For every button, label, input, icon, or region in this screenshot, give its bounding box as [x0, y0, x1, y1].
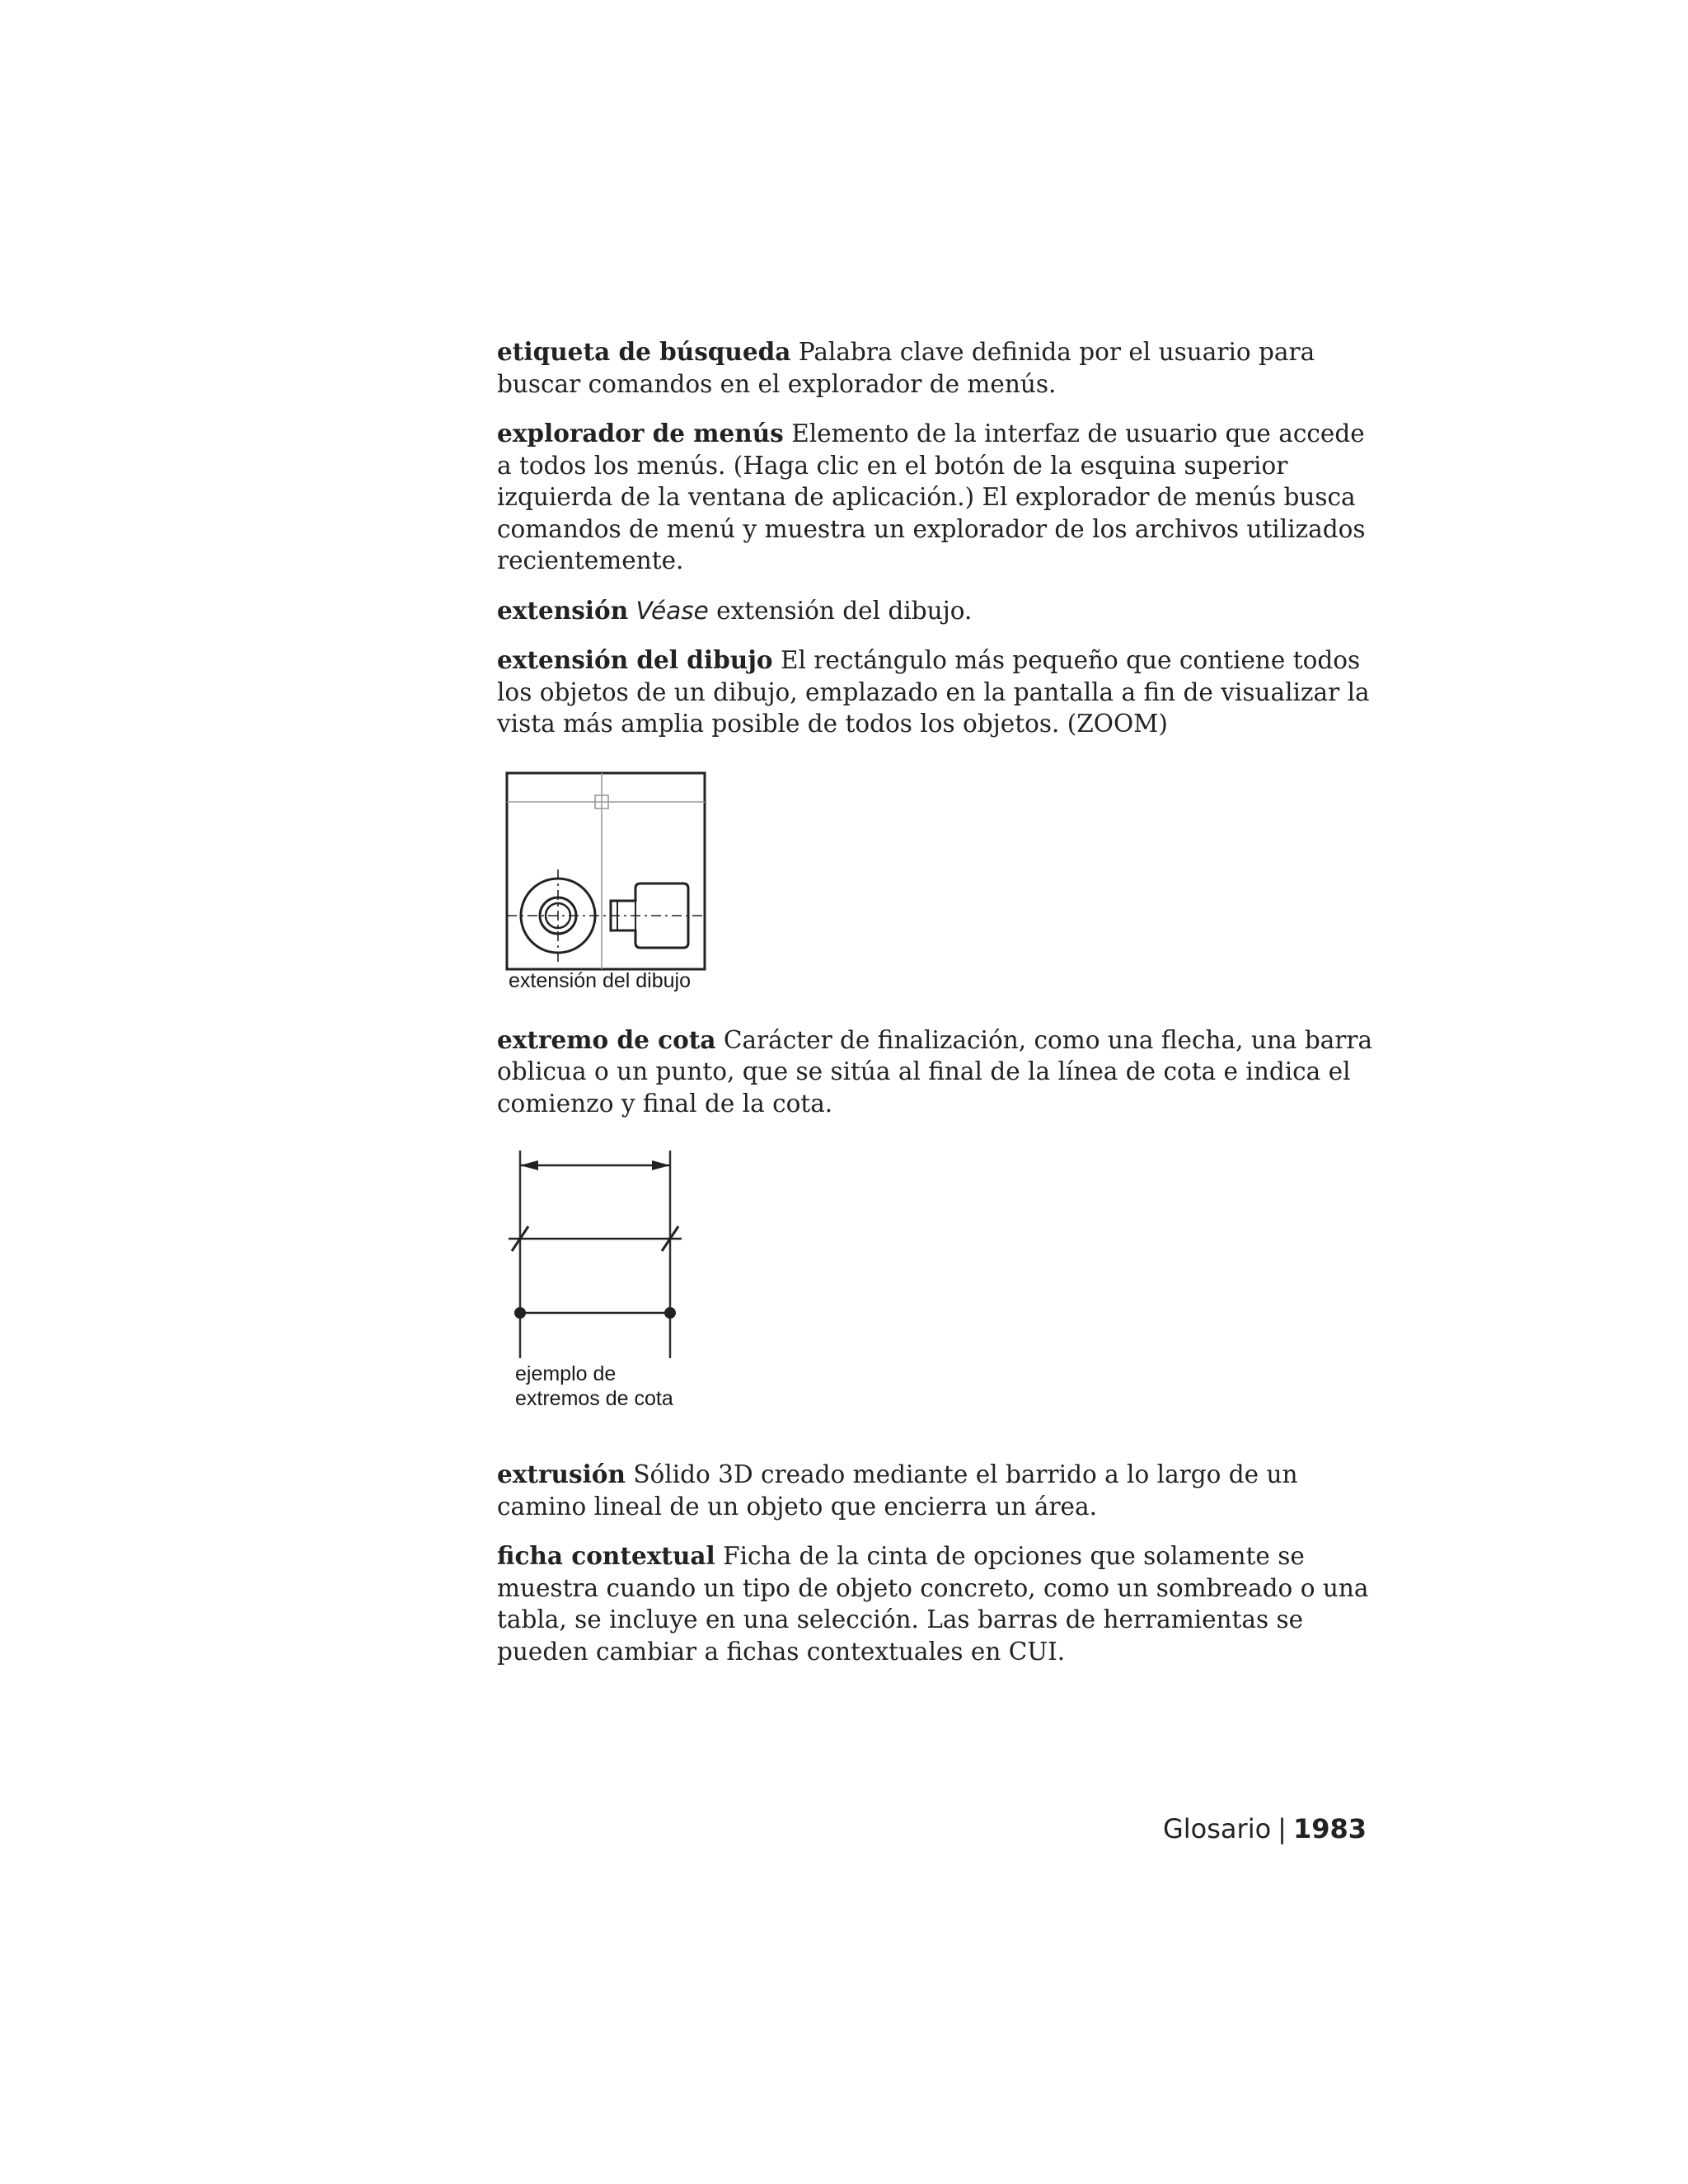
see-reference: Véase	[635, 596, 709, 625]
glossary-entry	[497, 1459, 1375, 1522]
dimension-ends-figure	[497, 1144, 1375, 1441]
page-footer	[1163, 1813, 1367, 1844]
glossary-entry	[497, 595, 1375, 627]
figure-caption-line1: ejemplo de	[515, 1362, 617, 1385]
entry-term: ficha contextual	[497, 1541, 715, 1570]
entry-definition: Palabra clave definida por el usuario para buscar comandos en el explorador de menús.	[497, 338, 1315, 398]
glossary-entry	[497, 1540, 1375, 1667]
entry-term: extensión del dibujo	[497, 645, 773, 674]
glossary-entry	[497, 644, 1375, 740]
entry-term: explorador de menús	[497, 419, 784, 448]
entry-definition: Ficha de la cinta de opciones que solamente se muestra cuando un tipo de objeto concreto, como un sombreado o una tabla, se incluye en una selección. Las barras de herramientas se pueden cambiar a fichas contextuales en CUI.	[497, 1542, 1369, 1666]
glossary-entry	[497, 1024, 1375, 1120]
drawing-extents-figure	[497, 765, 1375, 1008]
entry-definition: extensión del dibujo.	[716, 596, 973, 625]
figure-caption: extensión del dibujo	[509, 968, 691, 992]
entry-term: etiqueta de búsqueda	[497, 337, 791, 366]
entry-term: extremo de cota	[497, 1024, 716, 1054]
entry-term: extensión	[497, 595, 629, 625]
entry-term: extrusión	[497, 1460, 626, 1488]
entry-definition: Sólido 3D creado mediante el barrido a lo largo de un camino lineal de un objeto que encierra un área.	[497, 1460, 1298, 1521]
figure-caption-line2: extremos de cota	[515, 1387, 673, 1410]
drawing-extents-illustration	[497, 765, 711, 983]
entry-definition: Carácter de finalización, como una flecha, una barra oblicua o un punto, que se sitúa al final de la línea de cota e indica el comienzo y final de la cota.	[497, 1025, 1373, 1118]
entry-definition: Elemento de la interfaz de usuario que accede a todos los menús. (Haga clic en el botón de la esquina superior izquierda de la ventana de aplicación.) El explorador de menús busca comandos de menú y muestra un explorador de los archivos utilizados recientemente.	[497, 419, 1366, 574]
footer-section: Glosario	[1162, 1813, 1272, 1844]
page-number: 1983	[1292, 1813, 1367, 1844]
entry-definition: El rectángulo más pequeño que contiene todos los objetos de un dibujo, emplazado en la pantalla a fin de visualizar la vista más amplia posible de todos los objetos. (ZOOM)	[497, 646, 1370, 738]
glossary-entry	[497, 336, 1375, 400]
footer-separator: |	[1278, 1813, 1287, 1844]
dimension-ends-illustration	[497, 1144, 695, 1366]
glossary-entry	[497, 418, 1375, 577]
glossary-column	[497, 336, 1375, 1685]
